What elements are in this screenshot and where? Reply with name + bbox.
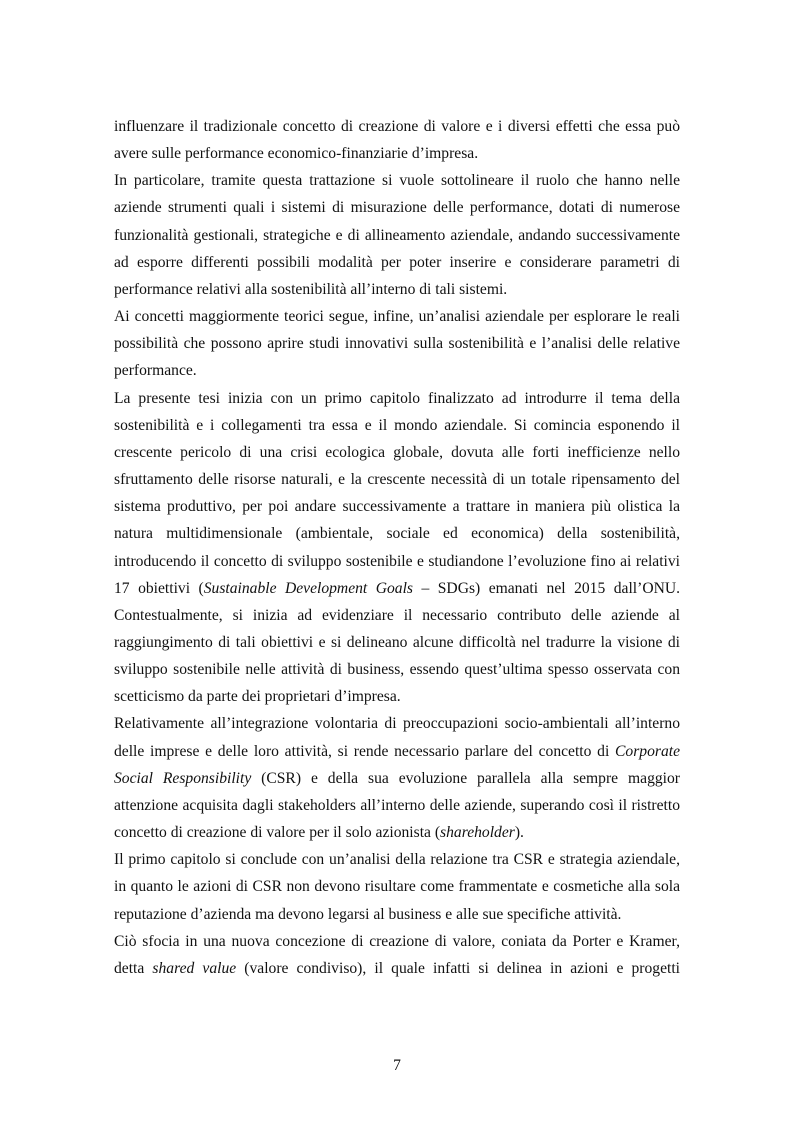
paragraph-7-text-b: (valore condiviso), il quale infatti si delinea in azioni e progetti [236,959,680,977]
paragraph-5-text-a: Relativamente all’integrazione volontaria di preoccupazioni socio-ambientali all’interno delle imprese e delle loro attività, si rende necessario parlare del concetto di [114,715,680,760]
paragraph-5 [114,710,680,846]
paragraph-3-text: Ai concetti maggiormente teorici segue, infine, un’analisi aziendale per esplorare le reali possibilità che possono aprire studi innovativi sulla sostenibilità e l’analisi delle relative performance. [114,308,680,380]
body-text [114,113,680,982]
paragraph-4 [114,385,680,711]
shared-value-term: shared value [152,959,237,977]
paragraph-6-text: Il primo capitolo si conclude con un’analisi della relazione tra CSR e strategia aziendale, in quanto le azioni di CSR non devono risultare come frammentate e cosmetiche alla sola reputazione d’azienda ma devono legarsi al business e alle sue specifiche attività. [114,851,680,923]
paragraph-1 [114,113,680,167]
sdg-term: Sustainable Development Goals [203,579,413,597]
paragraph-7-text-a: Ciò sfocia in una nuova concezione di creazione di valore, coniata da Porter e Kramer, detta [114,932,680,977]
csr-term: Corporate Social Responsibility [114,742,680,787]
page-number: 7 [393,1057,401,1074]
paragraph-6 [114,846,680,927]
paragraph-1-text: influenzare il tradizionale concetto di creazione di valore e i diversi effetti che essa può avere sulle performance economico-finanziarie d’impresa. [114,118,680,163]
paragraph-5-text-c: ). [514,824,524,842]
paragraph-3 [114,303,680,384]
paragraph-4-text-a: La presente tesi inizia con un primo capitolo finalizzato ad introdurre il tema della sostenibilità e i collegamenti tra essa e il mondo aziendale. Si comincia esponendo il crescente pericolo di una crisi ecologica globale, dovuta alle forti inefficienze nello sfruttamento delle risorse naturali, e la crescente necessità di un totale ripensamento del sistema produttivo, per poi andare successivamente a trattare in maniera più olistica la natura multidimensionale (ambientale, sociale ed economica) della sostenibilità, introducendo il concetto di sviluppo sostenibile e studiandone l’evoluzione fino ai relativi 17 obiettivi ( [114,389,680,597]
paragraph-4-text-b: – SDGs) emanati nel 2015 dall’ONU. Contestualmente, si inizia ad evidenziare il necessario contributo delle aziende al raggiungimento di tali obiettivi e si delineano alcune difficoltà nel tradurre la visione di sviluppo sostenibile nelle attività di business, essendo quest’ultima spesso osservata con scetticismo da parte dei proprietari d’impresa. [114,579,681,706]
shareholder-term: shareholder [440,824,515,842]
paragraph-7 [114,928,680,982]
paragraph-2 [114,167,680,303]
paragraph-5-text-b: (CSR) e della sua evoluzione parallela alla sempre maggior attenzione acquisita dagli stakeholders all’interno delle aziende, superando così il ristretto concetto di creazione di valore per il solo azionista ( [114,769,680,842]
paragraph-2-text: In particolare, tramite questa trattazione si vuole sottolineare il ruolo che hanno nelle aziende strumenti quali i sistemi di misurazione delle performance, dotati di numerose funzionalità gestionali, strategiche e di allineamento aziendale, andando successivamente ad esporre differenti possibili modalità per poter inserire e considerare parametri di performance relativi alla sostenibilità all’interno di tali sistemi. [114,172,680,298]
